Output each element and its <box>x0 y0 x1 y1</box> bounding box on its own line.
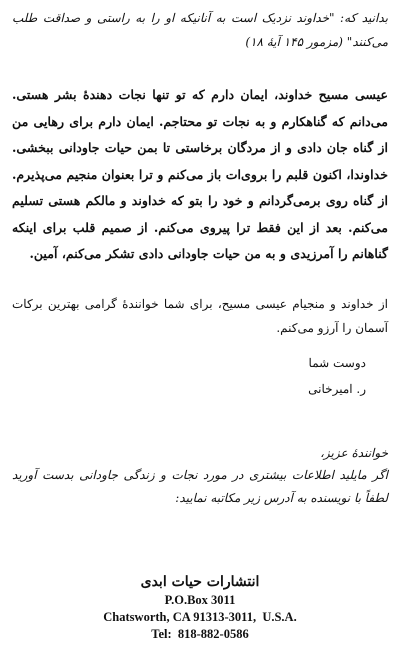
publisher-name: انتشارات حیات ابدی <box>140 574 260 590</box>
closing-block <box>12 350 388 402</box>
blessing-paragraph: از خداوند و منجیام عیسی مسیح، برای شما خوانندهٔ گرامی بهترین برکات آسمان را آرزو می‌کنم. <box>12 296 388 335</box>
author-signature: ر. امیرخانی <box>308 381 366 396</box>
publisher-po-box: P.O.Box 3011 <box>164 593 236 607</box>
publisher-city-line: Chatsworth, CA 91313-3011, U.S.A. <box>103 610 297 624</box>
prayer-paragraph: عیسی مسیح خداوند، ایمان دارم که تو تنها نجات دهندهٔ بشر هستی. می‌دانم که گناهکارم و به نجات تو محتاجم. ایمان دارم برای رهایی من از گناه جان دادی و از مردگان برخاستی تا بمن حیات جاودانی ببخشی. خداوندا، اکنون قلبم را بروی‌ات باز می‌کنم و ترا بعنوان منجیم می‌پذیرم. از گناه روی برمی‌گردانم و خود را بتو که خداوند و مالکم هستی تسلیم می‌کنم. بعد از این فقط ترا پیروی می‌کنم. از صمیم قلب برای اینکه گناهانم را آمرزیدی و به من حیات جاودانی دادی تشکر می‌کنم، آمین. <box>12 87 388 261</box>
reader-note-body: اگر مایلید اطلاعات بیشتری در مورد نجات و زندگی جاودانی بدست آورید لطفاً با نویسنده به آدرس زیر مکاتبه نمایید: <box>12 467 388 505</box>
scripture-quote: بدانید که: "خداوند نزدیک است به آنانیکه او را به راستی و صداقت طلب می‌کنند" (مزمور ۱۴۵ آیهٔ ۱۸) <box>12 11 388 49</box>
publisher-phone: Tel: 818-882-0586 <box>151 627 249 641</box>
publisher-address-block <box>0 573 400 643</box>
closing-salutation: دوست شما <box>308 355 366 370</box>
reader-greeting: خوانندهٔ عزیز، <box>320 445 388 460</box>
